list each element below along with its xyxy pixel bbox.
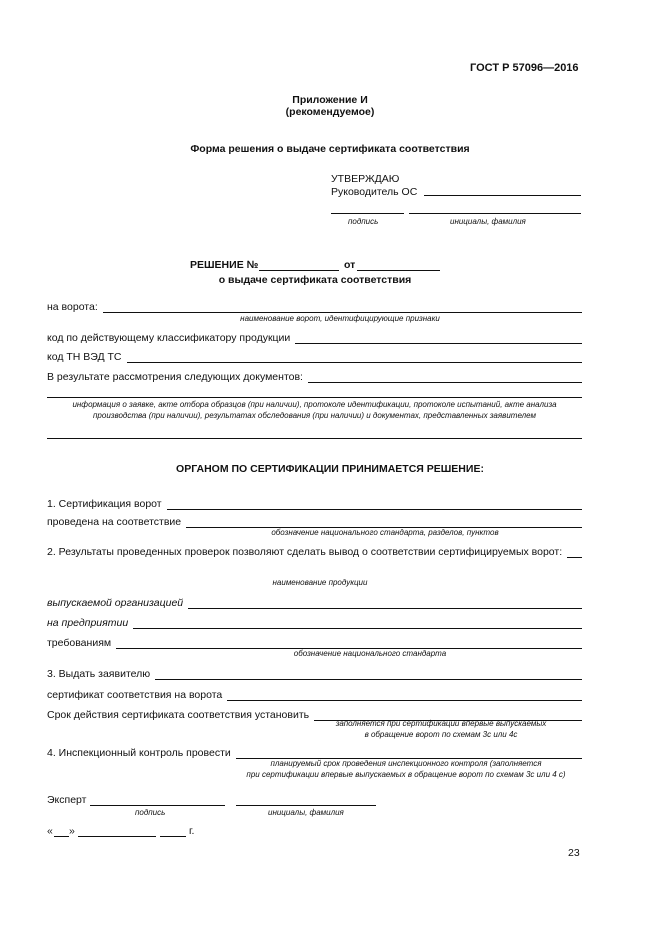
expert-signature-caption: подпись	[135, 808, 166, 817]
issue-to-field[interactable]	[155, 668, 582, 680]
year-suffix: г.	[189, 825, 195, 837]
signature-caption: подпись	[348, 217, 379, 226]
decision-title	[190, 259, 258, 271]
docs-field[interactable]	[308, 371, 582, 383]
approve-label: УТВЕРЖДАЮ	[331, 173, 400, 185]
date-month-field[interactable]	[78, 836, 156, 837]
made-by-field[interactable]	[188, 597, 582, 609]
gates-label: на ворота:	[47, 301, 98, 313]
docs-row	[47, 367, 582, 383]
expert-signature-field[interactable]	[90, 805, 225, 806]
docs-caption-2: производства (при наличии), результатах обследования (при наличии) и документах, представленных заявителем	[93, 411, 536, 420]
done-by-field[interactable]	[186, 516, 582, 528]
docs-label: В результате рассмотрения следующих документов:	[47, 371, 303, 383]
made-by-label: выпускаемой организацией	[47, 597, 184, 609]
gates-caption: наименование ворот, идентифицирующие признаки	[240, 314, 440, 323]
product-caption: наименование продукции	[272, 578, 368, 587]
expert-name-caption: инициалы, фамилия	[268, 808, 344, 817]
inspection-caption-1: планируемый срок проведения инспекционного контроля (заполняется	[270, 759, 542, 768]
done-by-label: проведена на соответствие	[47, 516, 182, 528]
at-plant-field[interactable]	[133, 617, 582, 629]
done-by-row	[47, 512, 582, 528]
date-day-field[interactable]	[54, 836, 69, 837]
appendix-subtitle: (рекомендуемое)	[285, 106, 375, 118]
results-field[interactable]	[567, 546, 582, 558]
tnved-label: код ТН ВЭД ТС	[47, 351, 122, 363]
tnved-field[interactable]	[127, 351, 582, 363]
inspection-label: 4. Инспекционный контроль провести	[47, 747, 231, 759]
gates-row	[47, 297, 582, 313]
cert-gates-row	[47, 494, 582, 510]
made-by-row	[47, 593, 582, 609]
inspection-caption-2: при сертификации впервые выпускаемых в обращение ворот по схемам 3с или 4 с)	[246, 770, 566, 779]
decision-subtitle: о выдаче сертификата соответствия	[218, 274, 412, 286]
gates-field[interactable]	[103, 301, 582, 313]
cert-gates-field[interactable]	[167, 498, 582, 510]
head-signature-field[interactable]	[331, 213, 404, 214]
classifier-row	[47, 328, 582, 344]
head-signature-line[interactable]	[424, 195, 581, 196]
national-std-caption: обозначение национального стандарта	[293, 649, 447, 658]
body-heading: ОРГАНОМ ПО СЕРТИФИКАЦИИ ПРИНИМАЕТСЯ РЕШЕНИЕ:	[176, 463, 484, 475]
inspection-row	[47, 743, 582, 759]
inspection-field[interactable]	[236, 747, 582, 759]
issue-to-row	[47, 664, 582, 680]
decision-number-field[interactable]	[259, 270, 339, 271]
tnved-row	[47, 347, 582, 363]
classifier-field[interactable]	[295, 332, 582, 344]
requirements-label: требованиям	[47, 637, 112, 649]
docs-field-2[interactable]	[47, 397, 582, 398]
certificate-for-row	[47, 685, 582, 701]
results-row	[47, 542, 582, 558]
decision-date-field[interactable]	[357, 270, 440, 271]
docs-caption-1: информация о заявке, акте отбора образцов (при наличии), протоколе идентификации, протоколе испытаний, акте анализа	[72, 400, 557, 409]
head-label: Руководитель ОС	[331, 186, 418, 198]
date-year-field[interactable]	[160, 836, 186, 837]
validity-label: Срок действия сертификата соответствия установить	[47, 709, 310, 721]
expert-name-field[interactable]	[236, 805, 376, 806]
cert-gates-label: 1. Сертификация ворот	[47, 498, 162, 510]
form-title: Форма решения о выдаче сертификата соответствия	[190, 143, 470, 155]
certificate-for-field[interactable]	[227, 689, 582, 701]
certificate-for-label: сертификат соответствия на ворота	[47, 689, 223, 701]
name-caption: инициалы, фамилия	[450, 217, 526, 226]
decision-from: от	[344, 259, 356, 271]
standard-caption: обозначение национального стандарта, разделов, пунктов	[271, 528, 499, 537]
head-name-field[interactable]	[409, 213, 581, 214]
results-label: 2. Результаты проведенных проверок позволяют сделать вывод о соответствии сертифицируемых ворот:	[47, 546, 563, 558]
requirements-field[interactable]	[116, 637, 582, 649]
classifier-label: код по действующему классификатору продукции	[47, 332, 291, 344]
document-code: ГОСТ Р 57096—2016	[470, 62, 579, 74]
appendix-title: Приложение И	[292, 94, 368, 106]
validity-caption-2: в обращение ворот по схемам 3с или 4с	[364, 730, 518, 739]
issue-to-label: 3. Выдать заявителю	[47, 668, 151, 680]
open-quote: «	[47, 825, 53, 837]
at-plant-label: на предприятии	[47, 617, 129, 629]
docs-field-3[interactable]	[47, 438, 582, 439]
at-plant-row	[47, 613, 582, 629]
close-quote: »	[69, 825, 75, 837]
validity-caption-1: заполняется при сертификации впервые выпускаемых	[335, 719, 547, 728]
page-number: 23	[568, 847, 580, 859]
requirements-row	[47, 633, 582, 649]
expert-label: Эксперт	[47, 794, 87, 806]
decision-prefix: РЕШЕНИЕ №	[190, 259, 259, 271]
